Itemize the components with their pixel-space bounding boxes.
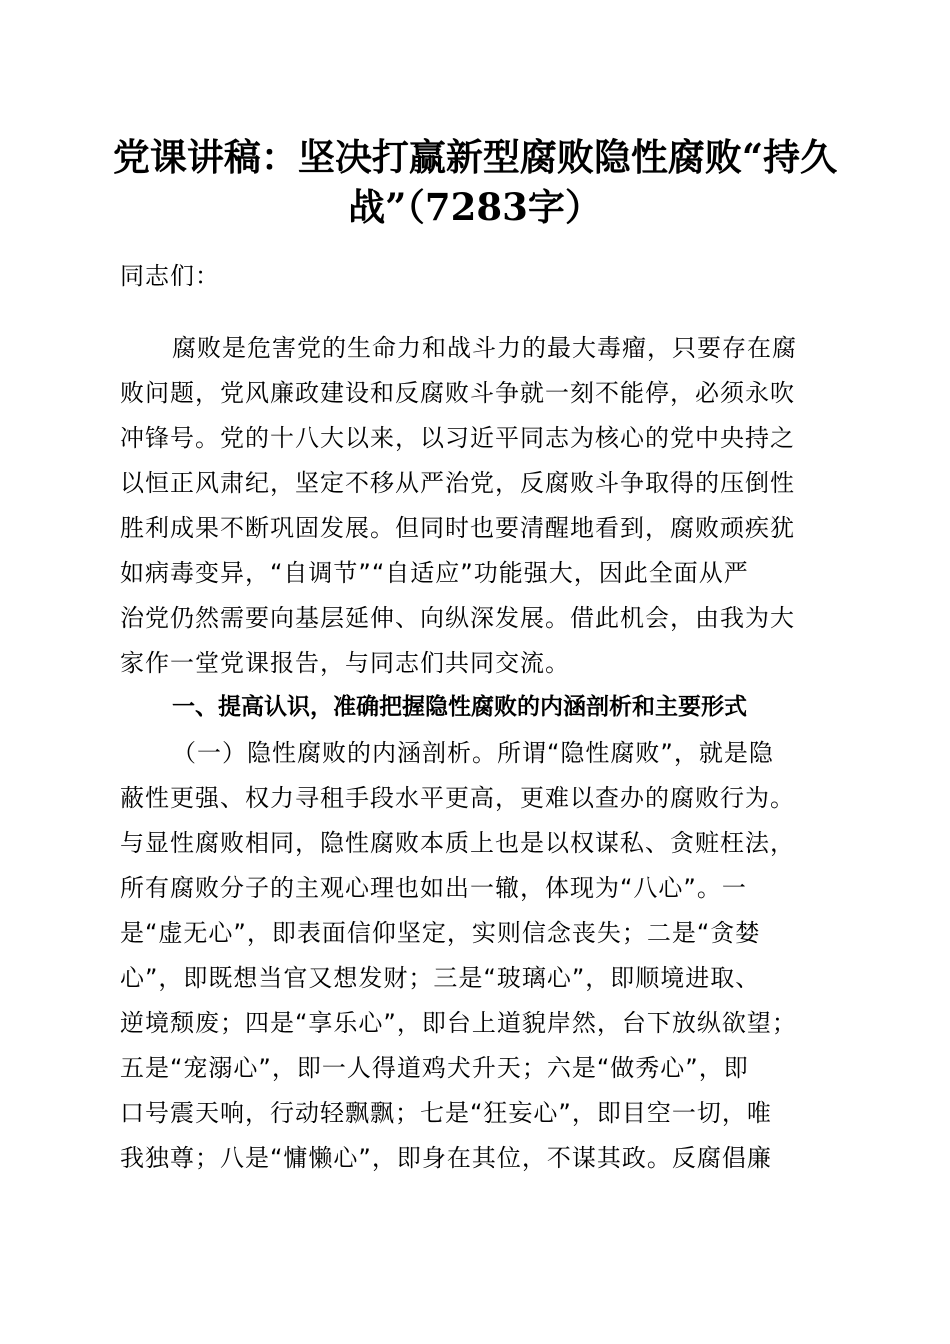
section-heading: 一、提高认识，准确把握隐性腐败的内涵剖析和主要形式 [172,694,747,720]
section-line: 蔽性更强、权力寻租手段水平更高，更难以查办的腐败行为。 [120,784,795,812]
section-line: 逆境颓废；四是“享乐心”，即台上道貌岸然，台下放纵欲望； [120,1009,797,1037]
document-title [100,132,850,232]
title-line-2: 战”（7283字） [348,185,602,229]
section-line: （一）隐性腐败的内涵剖析。所谓“隐性腐败”，就是隐 [172,739,774,767]
intro-line: 如病毒变异，“自调节”“自适应”功能强大，因此全面从严 [120,559,749,587]
intro-line: 败问题，党风廉政建设和反腐败斗争就一刻不能停，必须永吹 [120,379,795,407]
section-line: 心”，即既想当官又想发财；三是“玻璃心”，即顺境进取、 [120,964,761,992]
section-line: 是“虚无心”，即表面信仰坚定，实则信念丧失；二是“贪婪 [120,919,761,947]
intro-line: 冲锋号。党的十八大以来，以习近平同志为核心的党中央持之 [120,424,795,452]
section-line: 口号震天响，行动轻飘飘；七是“狂妄心”，即目空一切，唯 [120,1099,772,1127]
intro-line: 腐败是危害党的生命力和战斗力的最大毒瘤，只要存在腐 [172,334,797,362]
section-line: 我独尊；八是“慵懒心”，即身在其位，不谋其政。反腐倡廉 [120,1144,772,1172]
intro-line: 家作一堂党课报告，与同志们共同交流。 [120,649,570,677]
title-line-1: 党课讲稿：坚决打赢新型腐败隐性腐败“持久 [112,135,838,179]
intro-line: 以恒正风肃纪，坚定不移从严治党，反腐败斗争取得的压倒性 [120,469,795,497]
section-line: 五是“宠溺心”，即一人得道鸡犬升天；六是“做秀心”，即 [120,1054,749,1082]
section-line: 所有腐败分子的主观心理也如出一辙，体现为“八心”。一 [120,874,747,902]
intro-line: 胜利成果不断巩固发展。但同时也要清醒地看到，腐败顽疾犹 [120,514,795,542]
section-line: 与显性腐败相同，隐性腐败本质上也是以权谋私、贪赃枉法， [120,829,795,857]
intro-line: 治党仍然需要向基层延伸、向纵深发展。借此机会，由我为大 [120,604,795,632]
salutation: 同志们： [120,262,220,290]
